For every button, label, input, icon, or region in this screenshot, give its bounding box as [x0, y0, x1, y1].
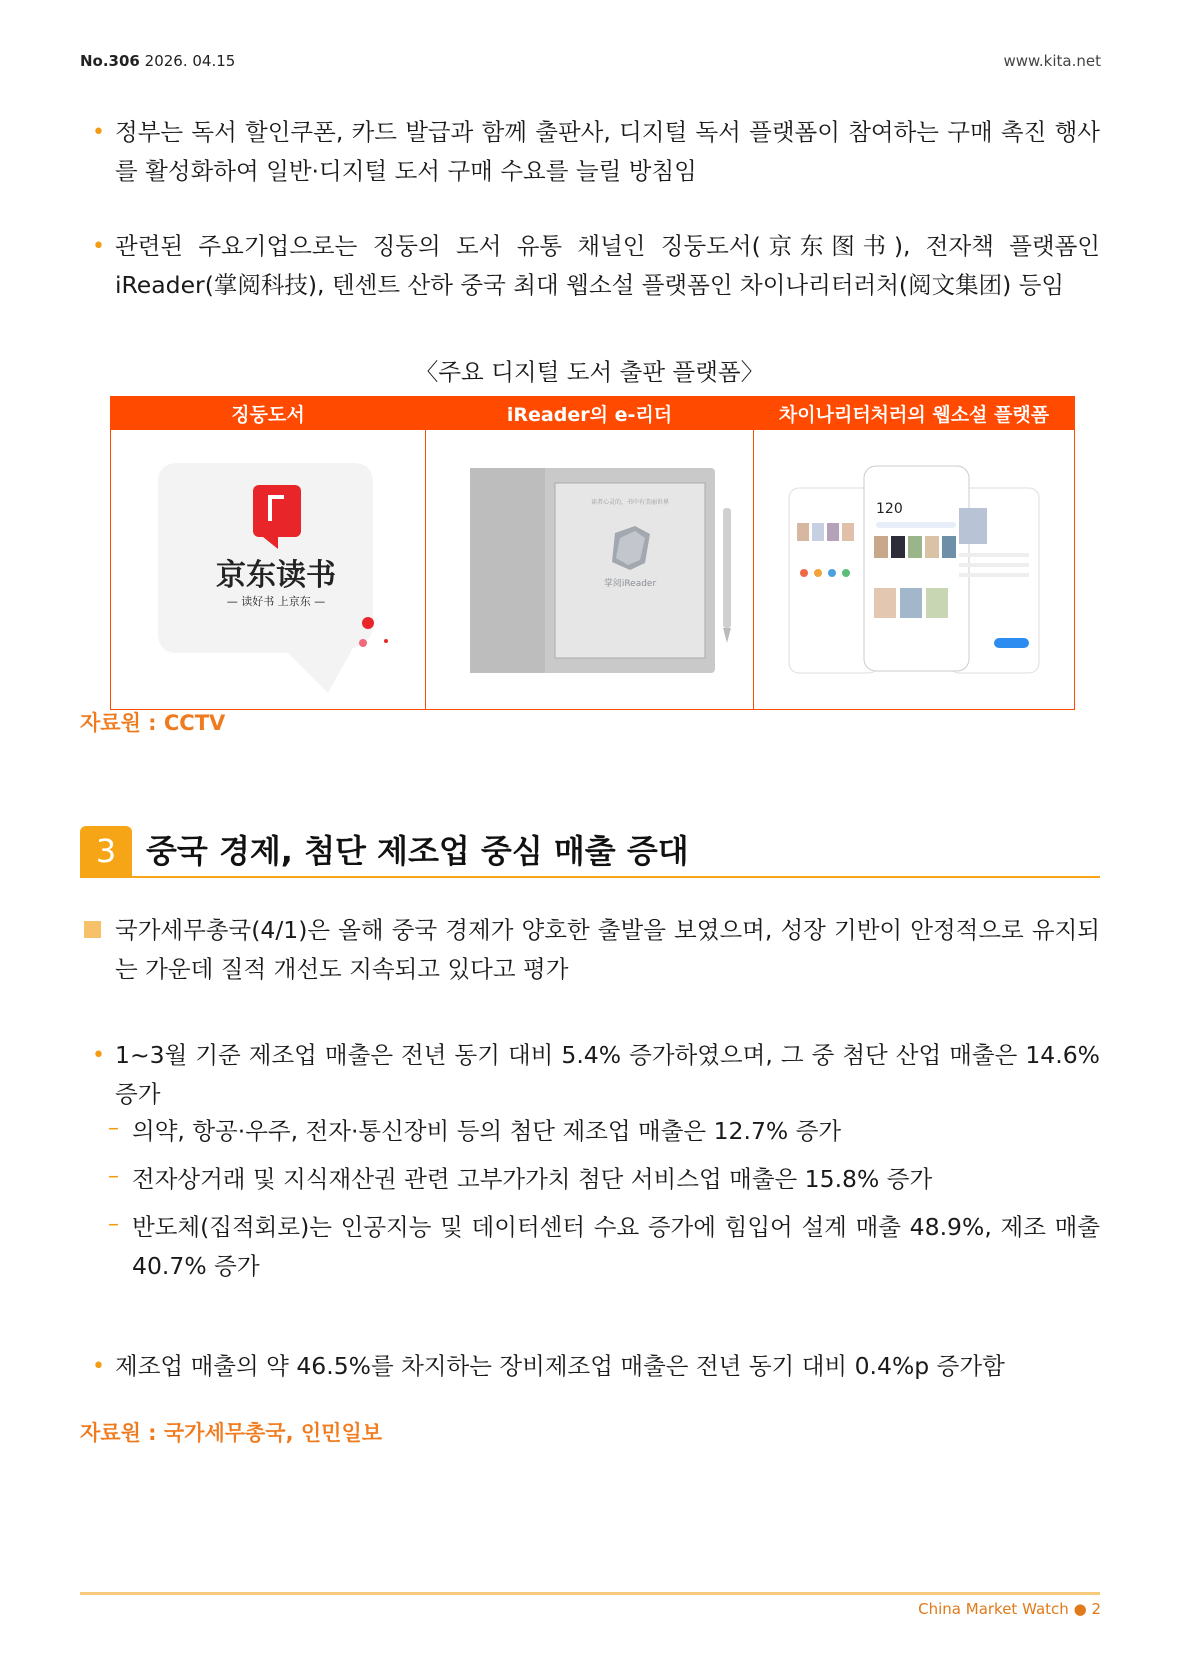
lead-square-marker [84, 921, 101, 938]
subitem-semiconductor: 반도체(집적회로)는 인공지능 및 데이터센터 수요 증가에 힘입어 설계 매출 48.9%, 제조 매출 40.7% 증가 [132, 1213, 1100, 1280]
figure-caption: 〈주요 디지털 도서 출판 플랫폼〉 [414, 358, 765, 386]
bullet-dot: • [92, 1043, 105, 1068]
ireader-screen-text: 读者心灵的，书中有美丽世界 [590, 498, 669, 506]
issue-number: No.306 [80, 52, 140, 70]
dash-marker: – [108, 1212, 119, 1237]
section-underline [80, 876, 1100, 878]
issue-header [80, 52, 235, 70]
platform-table [110, 396, 1075, 710]
jd-logo-cell [111, 430, 426, 710]
bullet-manufacturing: 1~3월 기준 제조업 매출은 전년 동기 대비 5.4% 증가하였으며, 그 중 첨단 산업 매출은 14.6% 증가 [115, 1041, 1100, 1108]
dash-marker: – [108, 1116, 119, 1141]
issue-date: 2026. 04.15 [144, 52, 236, 70]
bullet-equipment: 제조업 매출의 약 46.5%를 차지하는 장비제조업 매출은 전년 동기 대비 0.4%p 증가함 [115, 1352, 1005, 1380]
lead-paragraph: 국가세무총국(4/1)은 올해 중국 경제가 양호한 출발을 보였으며, 성장 기반이 안정적으로 유지되는 가운데 질적 개선도 지속되고 있다고 평가 [115, 916, 1100, 983]
col-header-webnovel: 차이나리터처러의 웹소설 플랫폼 [754, 397, 1075, 430]
footer [918, 1600, 1101, 1618]
site-url[interactable]: www.kita.net [1003, 52, 1101, 70]
jd-logo-text: 京东读书 [216, 557, 336, 593]
footer-label: China Market Watch [918, 1600, 1069, 1618]
section-number: 3 [80, 826, 132, 876]
footer-line [80, 1592, 1100, 1595]
bullet-promotion: 정부는 독서 할인쿠폰, 카드 발급과 함께 출판사, 디지털 독서 플랫폼이 참여하는 구매 촉진 행사를 활성화하여 일반·디지털 도서 구매 수요를 늘릴 방침임 [115, 118, 1100, 185]
subitem-ecommerce: 전자상거래 및 지식재산권 관련 고부가가치 첨단 서비스업 매출은 15.8% 증가 [132, 1165, 933, 1193]
book-icon [253, 485, 301, 537]
source-cctv: 자료원 : CCTV [80, 711, 226, 735]
col-header-ireader: iReader의 e-리더 [426, 397, 754, 430]
col-header-jd: 징둥도서 [111, 397, 426, 430]
source-tax-bureau: 자료원 : 국가세무총국, 인민일보 [80, 1421, 383, 1445]
jd-reading-logo-image [118, 433, 418, 703]
ireader-device-image [440, 438, 740, 698]
subitem-pharma: 의약, 항공·우주, 전자·통신장비 등의 첨단 제조업 매출은 12.7% 증가 [132, 1117, 842, 1145]
dash-marker: – [108, 1164, 119, 1189]
bullet-dot: • [92, 234, 105, 259]
jd-logo-slogan: — 读好书 上京东 — [226, 594, 326, 608]
bullet-dot: • [92, 1354, 105, 1379]
page-number: 2 [1091, 1600, 1101, 1618]
webnovel-cell [754, 430, 1075, 710]
ireader-screen-logo: 掌阅iReader [603, 578, 656, 589]
ireader-cell [426, 430, 754, 710]
app-counter: 120 [876, 500, 903, 517]
bullet-companies: 관련된 주요기업으로는 징둥의 도서 유통 채널인 징둥도서(京东图书), 전자책 플랫폼인 iReader(掌阅科技), 텐센트 산하 중국 최대 웹소설 플랫폼인 차이나리터러처(阅文集团) 등임 [115, 232, 1100, 299]
bullet-dot: • [92, 120, 105, 145]
footer-dot: ● [1073, 1600, 1087, 1618]
webnovel-app-screens-image [764, 438, 1064, 698]
section-title: 중국 경제, 첨단 제조업 중심 매출 증대 [146, 832, 689, 870]
